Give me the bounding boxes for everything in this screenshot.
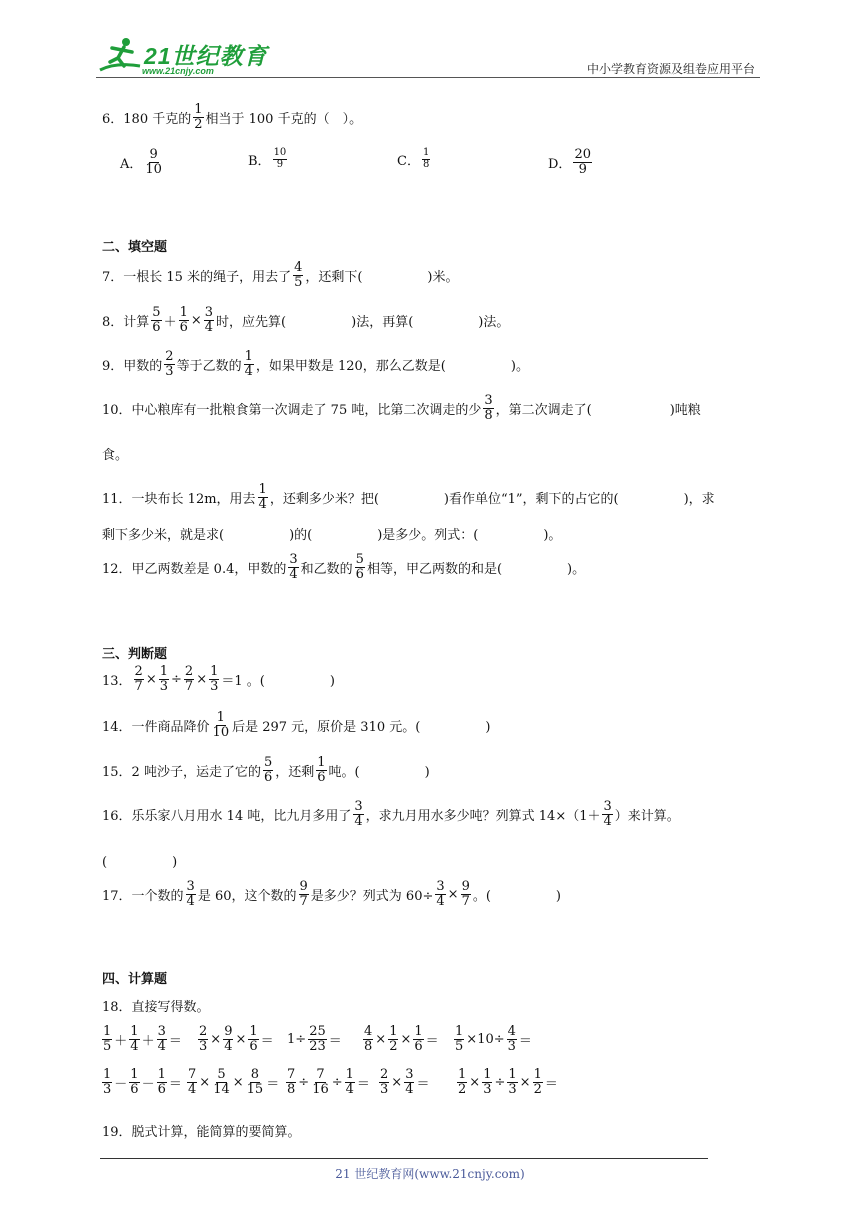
fraction: $\frac{4}{5}$ [294,260,303,290]
section-2-title: 二、填空题 [102,239,168,254]
fraction: $\frac{7}{4}$ [188,1067,197,1097]
fraction: $\frac{2}{3}$ [165,349,174,379]
fraction: $\frac{1}{10}$ [212,710,230,740]
section-3-title: 三、判断题 [102,646,168,661]
fraction: $\frac{2}{3}$ [199,1024,208,1054]
fraction: $\frac{1}{8}$ [422,147,430,170]
fraction: $\frac{20}{9}$ [574,147,591,177]
fraction: $\frac{2}{3}$ [380,1067,389,1097]
question-14: 14．一件商品降价 $\frac{1}{10}$ 后是 297 元，原价是 310 元。( ) [102,710,491,740]
fraction: $\frac{10}{9}$ [273,147,287,170]
question-13: 13． $\frac{2}{7}$ × $\frac{1}{3}$ ÷ $\frac{2}{7}$ × $\frac{1}{3}$ ＝1 。( ) [102,664,335,694]
fraction: $\frac{1}{2}$ [389,1024,398,1054]
fraction: $\frac{1}{2}$ [533,1067,542,1097]
fraction: $\frac{2}{7}$ [134,664,143,694]
question-8: 8．计算 $\frac{5}{6}$ ＋ $\frac{1}{6}$ × $\frac{3}{4}$ 时，应先算( )法，再算( )法。 [102,305,510,335]
fraction: $\frac{7}{16}$ [312,1067,329,1097]
logo-url: www.21cnjy.com [142,66,214,76]
fraction: $\frac{1}{3}$ [159,664,169,694]
fraction: $\frac{1}{6}$ [157,1067,166,1097]
fraction: $\frac{1}{2}$ [194,102,203,132]
question-16-cont: ( ) [102,855,178,870]
fraction: $\frac{5}{6}$ [355,552,364,582]
calc-item: $\frac{7}{4}$ × $\frac{5}{14}$ × $\frac{8}{15}$ ＝ [188,1067,280,1097]
fraction: $\frac{2}{7}$ [184,664,194,694]
fraction: $\frac{1}{2}$ [458,1067,467,1097]
calc-item: $\frac{1}{2}$ × $\frac{1}{3}$ ÷ $\frac{1}{3}$ × $\frac{1}{2}$ ＝ [458,1067,558,1097]
option-a[interactable]: A． $\frac{9}{10}$ [120,147,162,177]
calc-item: $\frac{7}{8}$ ÷ $\frac{7}{16}$ ÷ $\frac{1}{4}$ ＝ [287,1067,370,1097]
fraction: $\frac{1}{4}$ [258,482,267,512]
fraction: $\frac{1}{6}$ [249,1024,258,1054]
fraction: $\frac{1}{6}$ [414,1024,423,1054]
question-15: 15．2 吨沙子，运走了它的 $\frac{5}{6}$ ，还剩 $\frac{1}{6}$ 吨。( ) [102,755,430,785]
fraction: $\frac{1}{3}$ [103,1067,112,1097]
option-d[interactable]: D． $\frac{20}{9}$ [548,147,591,177]
site-logo [96,36,268,80]
option-b[interactable]: B． $\frac{10}{9}$ [248,147,287,170]
fraction: $\frac{1}{5}$ [455,1024,464,1054]
question-10-cont: 食。 [102,448,129,463]
fraction: $\frac{7}{8}$ [287,1067,296,1097]
fraction: $\frac{8}{15}$ [246,1067,264,1097]
question-9: 9．甲数的 $\frac{2}{3}$ 等于乙数的 $\frac{1}{4}$ ，如果甲数是 120，那么乙数是( )。 [102,349,529,379]
fraction: $\frac{3}{8}$ [484,393,493,423]
fraction: $\frac{1}{4}$ [244,349,253,379]
calc-item: $\frac{1}{5}$ × 10 ÷ $\frac{4}{3}$ ＝ [455,1024,532,1054]
fraction: $\frac{5}{6}$ [263,755,273,785]
footer-text[interactable]: 21 世纪教育网(www.21cnjy.com) [335,1167,525,1181]
fraction: $\frac{25}{23}$ [309,1024,326,1054]
calc-item: $\frac{2}{3}$ × $\frac{3}{4}$ ＝ [380,1067,430,1097]
fraction: $\frac{3}{4}$ [157,1024,166,1054]
question-18-title: 18．直接写得数。 [102,1000,210,1015]
fraction: $\frac{3}{4}$ [289,552,298,582]
fraction: $\frac{9}{7}$ [299,879,308,909]
section-4-title: 四、计算题 [102,971,168,986]
footer-divider [100,1158,708,1159]
runner-logo-icon [96,36,144,76]
fraction: $\frac{3}{4}$ [354,799,363,829]
calc-item: $\frac{1}{3}$ － $\frac{1}{6}$ － $\frac{1}{6}$ ＝ [103,1067,182,1097]
fraction: $\frac{3}{4}$ [436,879,445,909]
question-7: 7．一根长 15 米的绳子，用去了 $\frac{4}{5}$ ，还剩下( )米。 [102,260,459,290]
calc-item: $\frac{1}{5}$ ＋ $\frac{1}{4}$ ＋ $\frac{3}{4}$ ＝ [103,1024,182,1054]
fraction: $\frac{9}{10}$ [145,147,162,177]
fraction: $\frac{4}{3}$ [507,1024,516,1054]
fraction: $\frac{1}{6}$ [317,755,326,785]
calc-item: $\frac{2}{3}$ × $\frac{9}{4}$ × $\frac{1}{6}$ ＝ [199,1024,274,1054]
question-19-title: 19．脱式计算，能简算的要简算。 [102,1125,301,1140]
question-17: 17．一个数的 $\frac{3}{4}$ 是 60，这个数的 $\frac{9}{7}$ 是多少？列式为 60÷ $\frac{3}{4}$ × $\frac{9}{7}$ 。( ) [102,879,561,909]
fraction: $\frac{9}{7}$ [461,879,470,909]
question-12: 12．甲乙两数差是 0.4，甲数的 $\frac{3}{4}$ 和乙数的 $\frac{5}{6}$ 相等，甲乙两数的和是( )。 [102,552,586,582]
fraction: $\frac{3}{4}$ [405,1067,414,1097]
calc-item: $\frac{4}{8}$ × $\frac{1}{2}$ × $\frac{1}{6}$ ＝ [364,1024,439,1054]
logo-text: 21世纪教育 [144,43,268,69]
option-c[interactable]: C． $\frac{1}{8}$ [397,147,430,170]
fraction: $\frac{3}{4}$ [204,305,214,335]
fraction: $\frac{3}{4}$ [603,799,612,829]
question-11: 11．一块布长 12m，用去 $\frac{1}{4}$ ，还剩多少米？把( )看作单位“1”，剩下的占它的( )，求 [102,482,715,512]
fraction: $\frac{1}{3}$ [508,1067,517,1097]
fraction: $\frac{3}{4}$ [186,879,195,909]
fraction: $\frac{1}{5}$ [103,1024,112,1054]
fraction: $\frac{1}{6}$ [179,305,188,335]
fraction: $\frac{1}{6}$ [130,1067,139,1097]
question-10: 10．中心粮库有一批粮食第一次调走了 75 吨，比第二次调走的少 $\frac{3}{8}$ ，第二次调走了( )吨粮 [102,393,701,423]
fraction: $\frac{5}{14}$ [213,1067,230,1097]
fraction: $\frac{1}{4}$ [345,1067,354,1097]
fraction: $\frac{1}{3}$ [210,664,219,694]
fraction: $\frac{9}{4}$ [224,1024,233,1054]
question-6: 6．180 千克的 $\frac{1}{2}$ 相当于 100 千克的（ ）。 [102,102,363,132]
fraction: $\frac{4}{8}$ [364,1024,373,1054]
fraction: $\frac{5}{6}$ [152,305,161,335]
header-divider [96,77,760,78]
header-platform-text: 中小学教育资源及组卷应用平台 [586,62,755,76]
fraction: $\frac{1}{3}$ [483,1067,492,1097]
calc-item: 1 ÷ $\frac{25}{23}$ ＝ [287,1024,342,1054]
question-11-cont: 剩下多少米，就是求( )的( )是多少。列式：( )。 [102,528,562,543]
question-16: 16．乐乐家八月用水 14 吨，比九月多用了 $\frac{3}{4}$ ，求九月用水多少吨？列算式 14×（1＋ $\frac{3}{4}$ ）来计算。 [102,799,680,829]
fraction: $\frac{1}{4}$ [130,1024,139,1054]
